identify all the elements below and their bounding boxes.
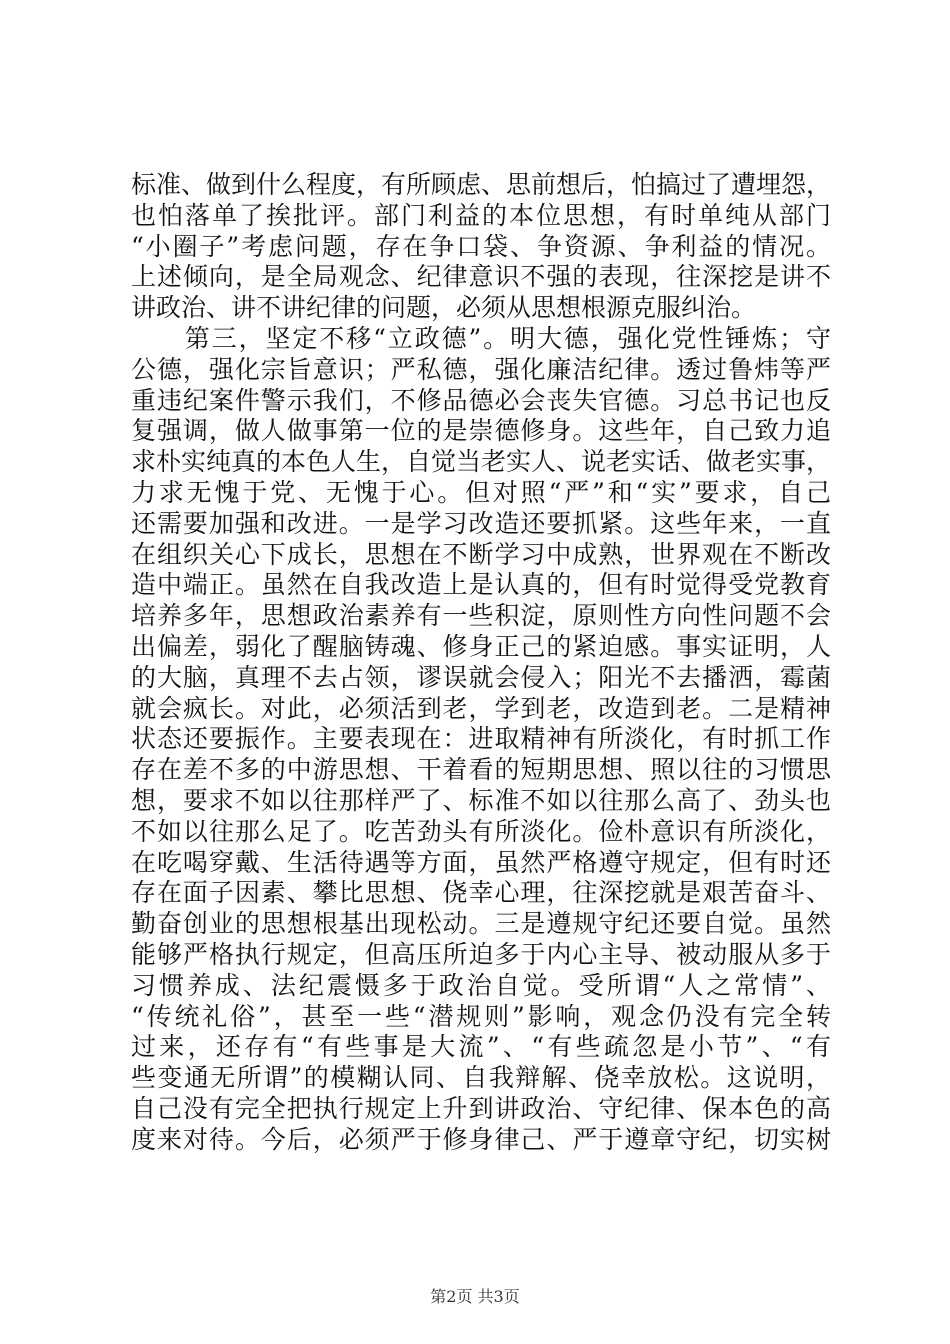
text-line: 过来，还存有“有些事是大流”、“有些疏忽是小节”、“有 <box>131 1032 831 1062</box>
text-line: 上述倾向，是全局观念、纪律意识不强的表现，往深挖是讲不 <box>131 262 831 292</box>
document-body <box>131 170 831 1156</box>
text-line: “小圈子”考虑问题，存在争口袋、争资源、争利益的情况。 <box>131 231 831 261</box>
text-line: “传统礼俗”，甚至一些“潜规则”影响，观念仍没有完全转 <box>131 1001 831 1031</box>
text-line: 状态还要振作。主要表现在：进取精神有所淡化，有时抓工作 <box>131 724 831 754</box>
text-line: 不如以往那么足了。吃苦劲头有所淡化。俭朴意识有所淡化， <box>131 816 831 846</box>
text-line: 在吃喝穿戴、生活待遇等方面，虽然严格遵守规定，但有时还 <box>131 847 831 877</box>
text-line: 出偏差，弱化了醒脑铸魂、修身正己的紧迫感。事实证明，人 <box>131 631 831 661</box>
text-line: 标准、做到什么程度，有所顾虑、思前想后，怕搞过了遭埋怨， <box>131 170 832 199</box>
text-line: 勤奋创业的思想根基出现松动。三是遵规守纪还要自觉。虽然 <box>131 909 831 939</box>
text-line: 自己没有完全把执行规定上升到讲政治、守纪律、保本色的高 <box>131 1093 831 1123</box>
text-line: 度来对待。今后，必须严于修身律己、严于遵章守纪，切实树 <box>131 1124 831 1154</box>
text-line: 也怕落单了挨批评。部门利益的本位思想，有时单纯从部门 <box>131 200 831 230</box>
page-footer: 第2页 共3页 <box>430 1287 520 1306</box>
text-line: 想，要求不如以往那样严了、标准不如以往那么高了、劲头也 <box>131 785 831 815</box>
text-line: 存在面子因素、攀比思想、侥幸心理，往深挖就是艰苦奋斗、 <box>131 878 831 908</box>
text-line: 重违纪案件警示我们，不修品德必会丧失官德。习总书记也反 <box>131 385 831 415</box>
text-line: 习惯养成、法纪震慑多于政治自觉。受所谓“人之常情”、 <box>131 970 831 1000</box>
text-line: 公德，强化宗旨意识；严私德，强化廉洁纪律。透过鲁炜等严 <box>131 354 831 384</box>
text-line: 复强调，做人做事第一位的是崇德修身。这些年，自己致力追 <box>131 416 831 446</box>
text-line: 求朴实纯真的本色人生，自觉当老实人、说老实话、做老实事， <box>131 447 832 477</box>
text-line: 造中端正。虽然在自我改造上是认真的，但有时觉得受党教育 <box>131 570 831 600</box>
text-line: 就会疯长。对此，必须活到老，学到老，改造到老。二是精神 <box>131 693 831 723</box>
text-line: 存在差不多的中游思想、干着看的短期思想、照以往的习惯思 <box>131 755 831 785</box>
text-line: 能够严格执行规定，但高压所迫多于内心主导、被动服从多于 <box>131 939 831 969</box>
text-line: 在组织关心下成长，思想在不断学习中成熟，世界观在不断改 <box>131 539 831 569</box>
text-line: 些变通无所谓”的模糊认同、自我辩解、侥幸放松。这说明， <box>131 1063 831 1093</box>
text-line: 培养多年，思想政治素养有一些积淀，原则性方向性问题不会 <box>131 601 831 631</box>
text-line: 的大脑，真理不去占领，谬误就会侵入；阳光不去播洒，霉菌 <box>131 662 831 692</box>
text-line: 力求无愧于党、无愧于心。但对照“严”和“实”要求，自己 <box>131 477 831 507</box>
text-line: 第三，坚定不移“立政德”。明大德，强化党性锤炼；守 <box>131 323 831 353</box>
text-line: 还需要加强和改进。一是学习改造还要抓紧。这些年来，一直 <box>131 508 831 538</box>
text-line: 讲政治、讲不讲纪律的问题，必须从思想根源克服纠治。 <box>131 293 757 323</box>
